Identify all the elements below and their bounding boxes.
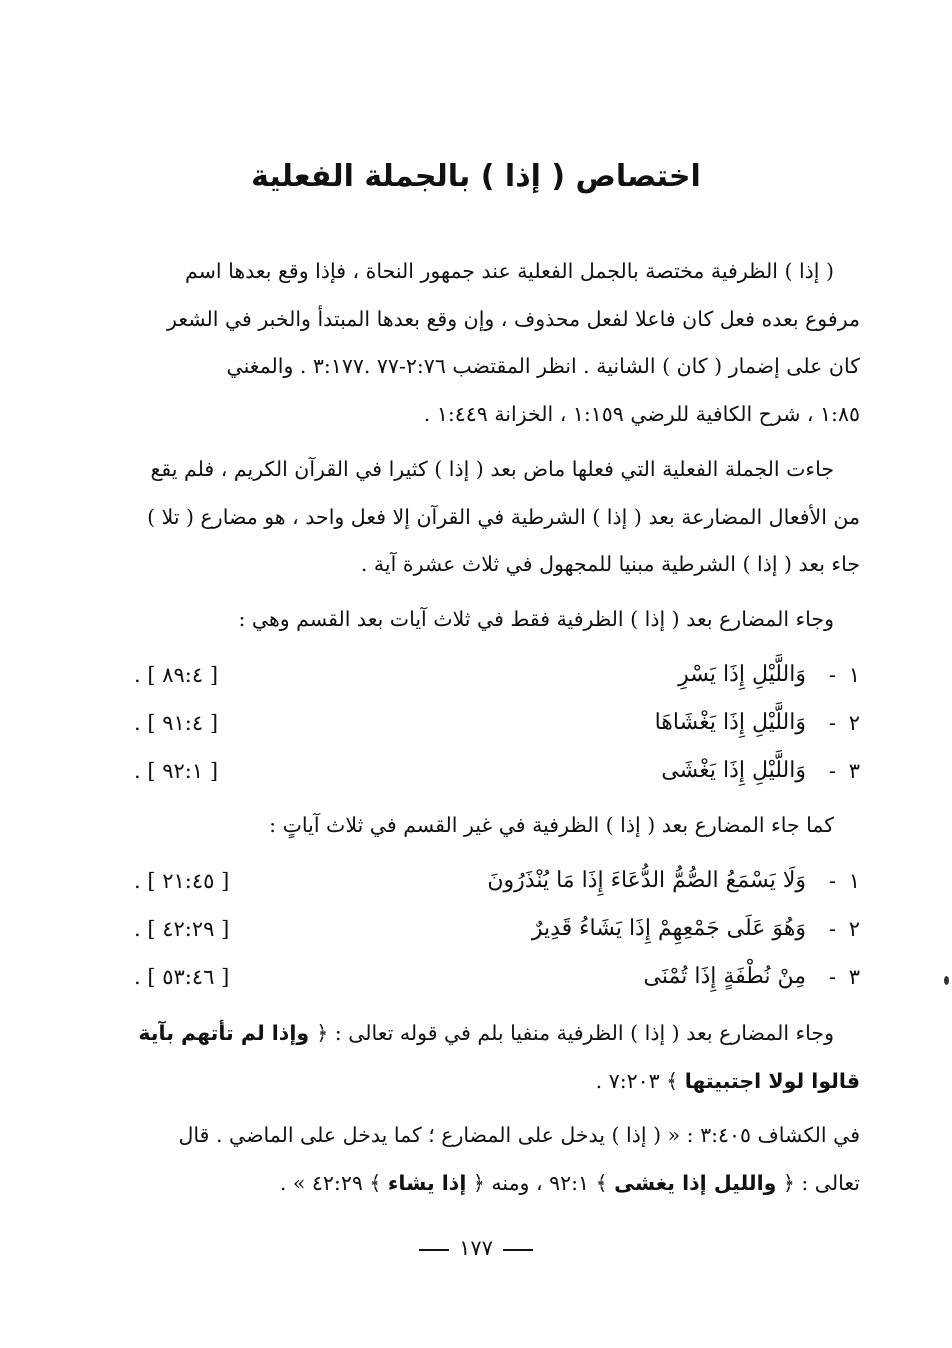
paragraph-line	[134, 1010, 860, 1058]
verse-reference: . [ ٩٢:١ ]	[134, 759, 219, 783]
plain-text: ﴾ ٤٢:٢٩ » .	[279, 1170, 388, 1195]
paragraph-line: في الكشاف ٣:٤٠٥ : « ( إذا ) يدخل على المضارع ؛ كما يدخل على الماضي . قال	[178, 1123, 860, 1147]
verse-row	[134, 906, 860, 952]
plain-text: تعالى : ﴿	[776, 1170, 860, 1195]
plain-text: ﴾ ٧:٢٠٣ .	[595, 1068, 685, 1093]
verse-text: وَهُوَ عَلَى جَمْعِهِمْ إِذَا يَشَاءُ قَدِيرٌ	[531, 916, 806, 941]
paragraph-line	[134, 1160, 860, 1208]
verse-number: ١	[848, 869, 860, 893]
verse-row	[134, 652, 860, 698]
verse-number: ٢	[848, 711, 860, 735]
paragraph-line: مرفوع بعده فعل كان فاعلا لفعل محذوف ، وإن وقع بعدها المبتدأ والخبر في الشعر	[167, 306, 860, 331]
verse-text: وَاللَّيْلِ إِذَا يَغْشَاهَا	[654, 710, 806, 735]
paragraph-line: جاء بعد ( إذا ) الشرطية مبنيا للمجهول في ثلاث عشرة آية .	[360, 552, 860, 576]
verse-row	[134, 954, 860, 1000]
paragraph-4	[134, 1112, 860, 1207]
verse-text: مِنْ نُطْفَةٍ إِذَا تُمْنَى	[643, 964, 806, 989]
page-number	[0, 1230, 952, 1266]
quran-quote: والليل إذا يغشى	[614, 1170, 777, 1195]
divider	[503, 1249, 533, 1251]
verse-dash: -	[828, 917, 836, 941]
paragraph-line: ( إذا ) الظرفية مختصة بالجمل الفعلية عند جمهور النحاة ، فإذا وقع بعدها اسم	[185, 259, 834, 283]
verse-number: ٢	[848, 917, 860, 941]
quran-quote: وإذا لم تأتهم بآية	[138, 1021, 317, 1045]
verse-text: وَاللَّيْلِ إِذَا يَغْشَى	[661, 758, 806, 783]
page-title: اختصاص ( إذا ) بالجملة الفعلية	[251, 159, 701, 194]
verse-dash: -	[828, 759, 836, 783]
quran-quote: إذا يشاء	[387, 1170, 467, 1195]
paragraph-line: كان على إضمار ( كان ) الشانية . انظر المقتضب ٢:٧٦-٧٧ .٣:١٧٧ . والمغني	[226, 354, 860, 378]
plain-text: ﴾ ٩٢:١ ، ومنه ﴿	[466, 1170, 615, 1195]
verse-text: وَلَا يَسْمَعُ الصُّمُّ الدُّعَاءَ إِذَا مَا يُنْذَرُونَ	[487, 868, 806, 893]
paragraph-line	[134, 1058, 860, 1106]
verse-dash: -	[828, 711, 836, 735]
verse-dash: -	[828, 663, 836, 687]
verse-row	[134, 748, 860, 794]
verse-dash: -	[828, 965, 836, 989]
verse-reference: . [ ٢١:٤٥ ]	[134, 869, 230, 893]
verses-intro-2	[134, 802, 860, 850]
scan-speck	[944, 976, 949, 985]
paragraph-line: من الأفعال المضارعة بعد ( إذا ) الشرطية في القرآن إلا فعل واحد ، هو مضارع ( تلا )	[147, 504, 860, 529]
paragraph-3	[134, 1010, 860, 1105]
quran-quote: قالوا لولا اجتبيتها	[684, 1068, 860, 1093]
paragraph-line: جاءت الجملة الفعلية التي فعلها ماض بعد ( إذا ) كثيرا في القرآن الكريم ، فلم يقع	[150, 457, 834, 481]
paragraph-1	[134, 248, 860, 438]
paragraph-line: ١:٨٥ ، شرح الكافية للرضي ١:١٥٩ ، الخزانة ١:٤٤٩ .	[423, 401, 860, 426]
verses-intro-1	[134, 596, 860, 644]
verse-reference: . [ ٥٣:٤٦ ]	[134, 965, 230, 989]
verse-reference: . [ ٤٢:٢٩ ]	[134, 917, 230, 941]
verse-row	[134, 858, 860, 904]
verse-row	[134, 700, 860, 746]
verse-number: ١	[848, 663, 860, 687]
verse-text: وَاللَّيْلِ إِذَا يَسْرِ	[678, 662, 806, 687]
paragraph-line: وجاء المضارع بعد ( إذا ) الظرفية فقط في ثلاث آيات بعد القسم وهي :	[238, 607, 834, 631]
plain-text: وجاء المضارع بعد ( إذا ) الظرفية منفيا بلم في قوله تعالى : ﴿	[316, 1021, 834, 1045]
verse-number: ٣	[848, 965, 860, 989]
verse-number: ٣	[848, 759, 860, 783]
verse-reference: . [ ٨٩:٤ ]	[134, 663, 219, 687]
paragraph-line: كما جاء المضارع بعد ( إذا ) الظرفية في غير القسم في ثلاث آياتٍ :	[269, 813, 834, 837]
verse-dash: -	[828, 869, 836, 893]
divider	[419, 1249, 449, 1251]
paragraph-2	[134, 446, 860, 589]
verse-reference: . [ ٩١:٤ ]	[134, 711, 219, 735]
page-number-text: ١٧٧	[459, 1236, 493, 1260]
